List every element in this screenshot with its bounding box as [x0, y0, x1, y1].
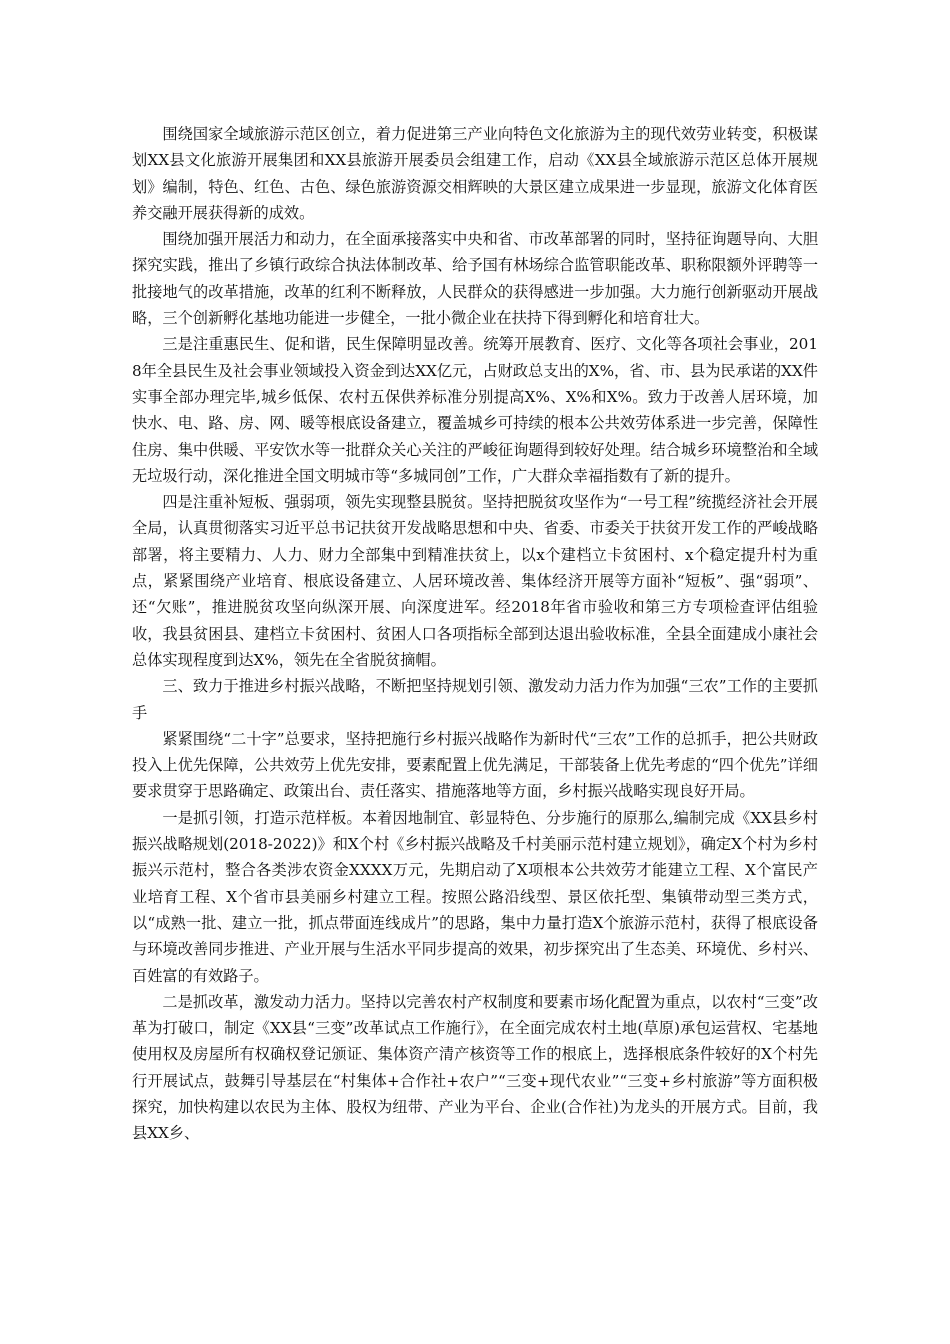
- paragraph-poverty: 四是注重补短板、强弱项，领先实现整县脱贫。坚持把脱贫攻坚作为“一号工程”统揽经济社会开展全局，认真贯彻落实习近平总书记扶贫开发战略思想和中央、省委、市委关于扶贫开发工作的严峻战略部署，将主要精力、人力、财力全部集中到精准扶贫上，以x个建档立卡贫困村、x个稳定提升村为重点，紧紧围绕产业培育、根底设备建立、人居环境改善、集体经济开展等方面补“短板”、强“弱项”、还“欠账”，推进脱贫攻坚向纵深开展、向深度进军。经2018年省市验收和第三方专项检查评估组验收，我县贫困县、建档立卡贫困村、贫困人口各项指标全部到达退出验收标准，全县全面建成小康社会总体实现程度到达X%，领先在全省脱贫摘帽。: [132, 493, 818, 669]
- paragraph-tourism: 围绕国家全域旅游示范区创立，着力促进第三产业向特色文化旅游为主的现代效劳业转变，积极谋划XX县文化旅游开展集团和XX县旅游开展委员会组建工作，启动《XX县全域旅游示范区总体开展规划》编制，特色、红色、古色、绿色旅游资源交相辉映的大景区建立成果进一步显现，旅游文化体育医养交融开展获得新的成效。: [132, 125, 818, 222]
- section-heading-rural-revitalization: 三、致力于推进乡村振兴战略，不断把坚持规划引领、激发动力活力作为加强“三农”工作的主要抓手: [132, 677, 818, 722]
- paragraph-guidance: 一是抓引领，打造示范样板。本着因地制宜、彰显特色、分步施行的原那么,编制完成《XX县乡村振兴战略规划(2018-2022)》和X个村《乡村振兴战略及千村美丽示范村建立规划》，确定X个村为乡村振兴示范村，整合各类涉农资金XXXX万元，先期启动了X项根本公共效劳才能建立工程、X个富民产业培育工程、X个省市县美丽乡村建立工程。按照公路沿线型、景区依托型、集镇带动型三类方式，以“成熟一批、建立一批，抓点带面连线成片”的思路，集中力量打造X个旅游示范村，获得了根底设备与环境改善同步推进、产业开展与生活水平同步提高的效果，初步探究出了生态美、环境优、乡村兴、百姓富的有效路子。: [132, 808, 818, 985]
- document-body: [132, 121, 818, 1147]
- paragraph-reform-vitality: 二是抓改革，激发动力活力。坚持以完善农村产权制度和要素市场化配置为重点，以农村“三变”改革为打破口，制定《XX县“三变”改革试点工作施行》，在全面完成农村土地(草原)承包运营权、宅基地使用权及房屋所有权确权登记颁证、集体资产清产核资等工作的根底上，选择根底条件较好的X个村先行开展试点，鼓舞引导基层在“村集体+合作社+农户”“三变+现代农业”“三变+乡村旅游”等方面积极探究，加快构建以农民为主体、股权为纽带、产业为平台、企业(合作社)为龙头的开展方式。目前，我县XX乡、: [132, 992, 818, 1143]
- paragraph-general-requirements: 紧紧围绕“二十字”总要求，坚持把施行乡村振兴战略作为新时代“三农”工作的总抓手，把公共财政投入上优先保障，公共效劳上优先安排，要素配置上优先满足，干部装备上优先考虑的“四个优先”详细要求贯穿于思路确定、政策出台、责任落实、措施落地等方面，乡村振兴战略实现良好开局。: [132, 729, 818, 801]
- paragraph-reform: 围绕加强开展活力和动力，在全面承接落实中央和省、市改革部署的同时，坚持征询题导向、大胆探究实践，推出了乡镇行政综合执法体制改革、给予国有林场综合监管职能改革、职称限额外评聘等一批接地气的改革措施，改革的红利不断释放，人民群众的获得感进一步加强。大力施行创新驱动开展战略，三个创新孵化基地功能进一步健全，一批小微企业在扶持下得到孵化和培育壮大。: [132, 230, 818, 328]
- paragraph-livelihood: 三是注重惠民生、促和谐，民生保障明显改善。统筹开展教育、医疗、文化等各项社会事业，2018年全县民生及社会事业领域投入资金到达XX亿元，占财政总支出的X%，省、市、县为民承诺的XX件实事全部办理完毕,城乡低保、农村五保供养标准分别提高X%、X%和X%。致力于改善人居环境，加快水、电、路、房、网、暖等根底设备建立，覆盖城乡可持续的根本公共效劳体系进一步完善，保障性住房、集中供暖、平安饮水等一批群众关心关注的严峻征询题得到较好处理。结合城乡环境整治和全域无垃圾行动，深化推进全国文明城市等“多城同创”工作，广大群众幸福指数有了新的提升。: [132, 335, 818, 485]
